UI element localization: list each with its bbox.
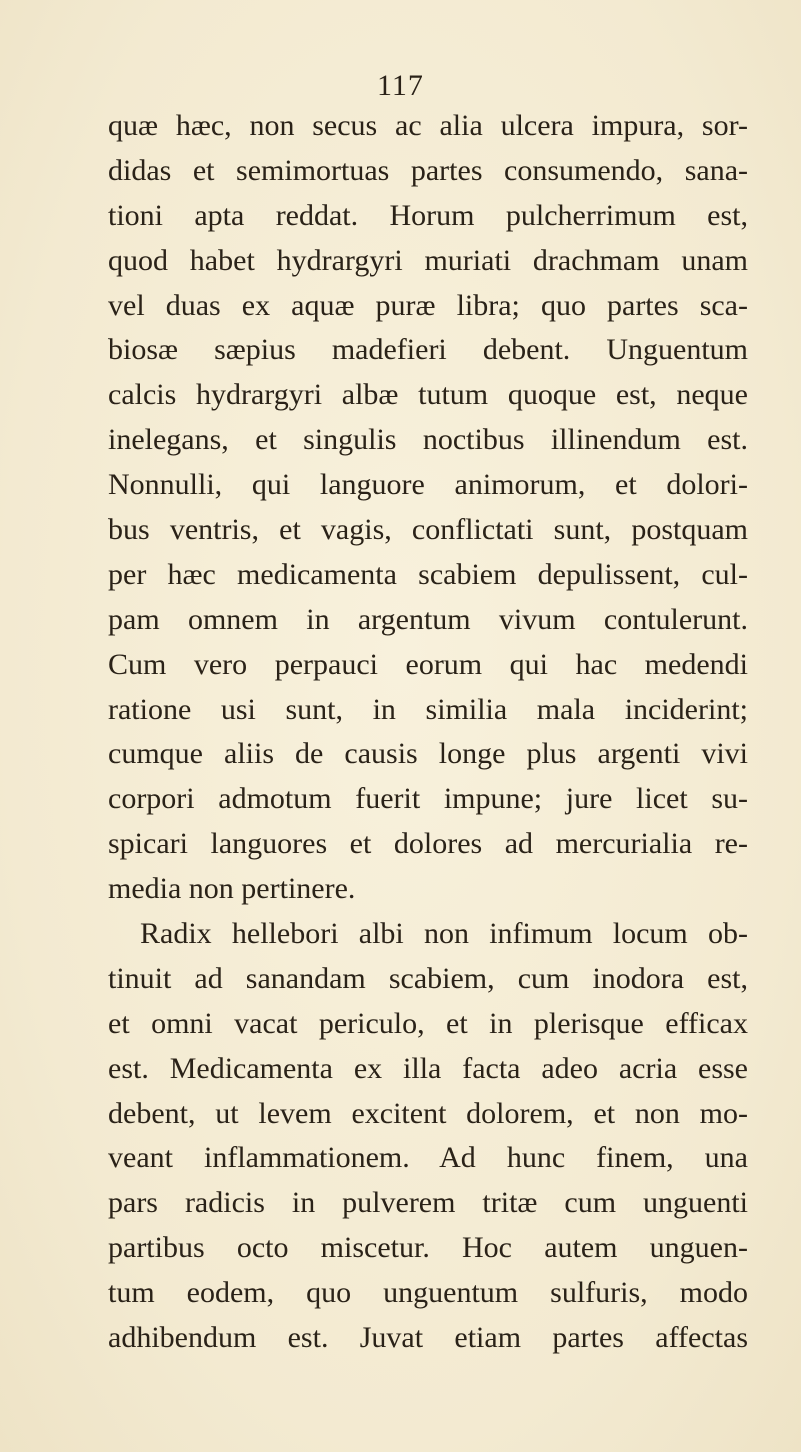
text-line-paragraph-end: media non pertinere. — [108, 872, 356, 906]
text-line: bus ventris, et vagis, conflictati sunt, postquam — [108, 513, 748, 547]
text-line-paragraph-start: Radix hellebori albi non infimum locum ob- — [140, 917, 748, 951]
text-line: didas et semimortuas partes consumendo, sana- — [108, 153, 748, 187]
text-line: inelegans, et singulis noctibus illinendum est. — [108, 423, 748, 457]
text-line: adhibendum est. Juvat etiam partes affectas — [108, 1321, 748, 1355]
text-line: partibus octo miscetur. Hoc autem unguen- — [108, 1231, 748, 1265]
text-line: corpori admotum fuerit impune; jure licet su- — [108, 782, 748, 816]
text-line: quæ hæc, non secus ac alia ulcera impura, sor- — [108, 109, 748, 142]
text-line: pars radicis in pulverem tritæ cum unguenti — [108, 1186, 748, 1220]
text-line: spicari languores et dolores ad mercurialia re- — [108, 827, 748, 861]
text-line: et omni vacat periculo, et in plerisque efficax — [108, 1006, 748, 1040]
text-line: tinuit ad sanandam scabiem, cum inodora est, — [108, 961, 748, 995]
page-number: 117 — [377, 69, 424, 102]
text-line: vel duas ex aquæ puræ libra; quo partes sca- — [108, 288, 748, 322]
text-line: veant inflammationem. Ad hunc finem, una — [108, 1141, 748, 1175]
text-line: cumque aliis de causis longe plus argenti vivi — [108, 737, 748, 771]
text-line: ratione usi sunt, in similia mala inciderint; — [108, 692, 748, 726]
text-line: biosæ sæpius madefieri debent. Unguentum — [108, 333, 748, 367]
text-line: Cum vero perpauci eorum qui hac medendi — [108, 647, 748, 681]
text-line: est. Medicamenta ex illa facta adeo acria esse — [108, 1051, 748, 1085]
text-line: tioni apta reddat. Horum pulcherrimum est, — [108, 198, 748, 232]
body-text — [108, 104, 748, 1361]
text-line: per hæc medicamenta scabiem depulissent, cul- — [108, 557, 748, 591]
text-line: debent, ut levem excitent dolorem, et non mo- — [108, 1096, 748, 1130]
text-line: tum eodem, quo unguentum sulfuris, modo — [108, 1276, 748, 1310]
text-line: calcis hydrargyri albæ tutum quoque est, neque — [108, 378, 748, 412]
text-line: quod habet hydrargyri muriati drachmam unam — [108, 243, 748, 277]
text-line: pam omnem in argentum vivum contulerunt. — [108, 602, 748, 636]
text-line: Nonnulli, qui languore animorum, et dolori- — [108, 468, 748, 502]
